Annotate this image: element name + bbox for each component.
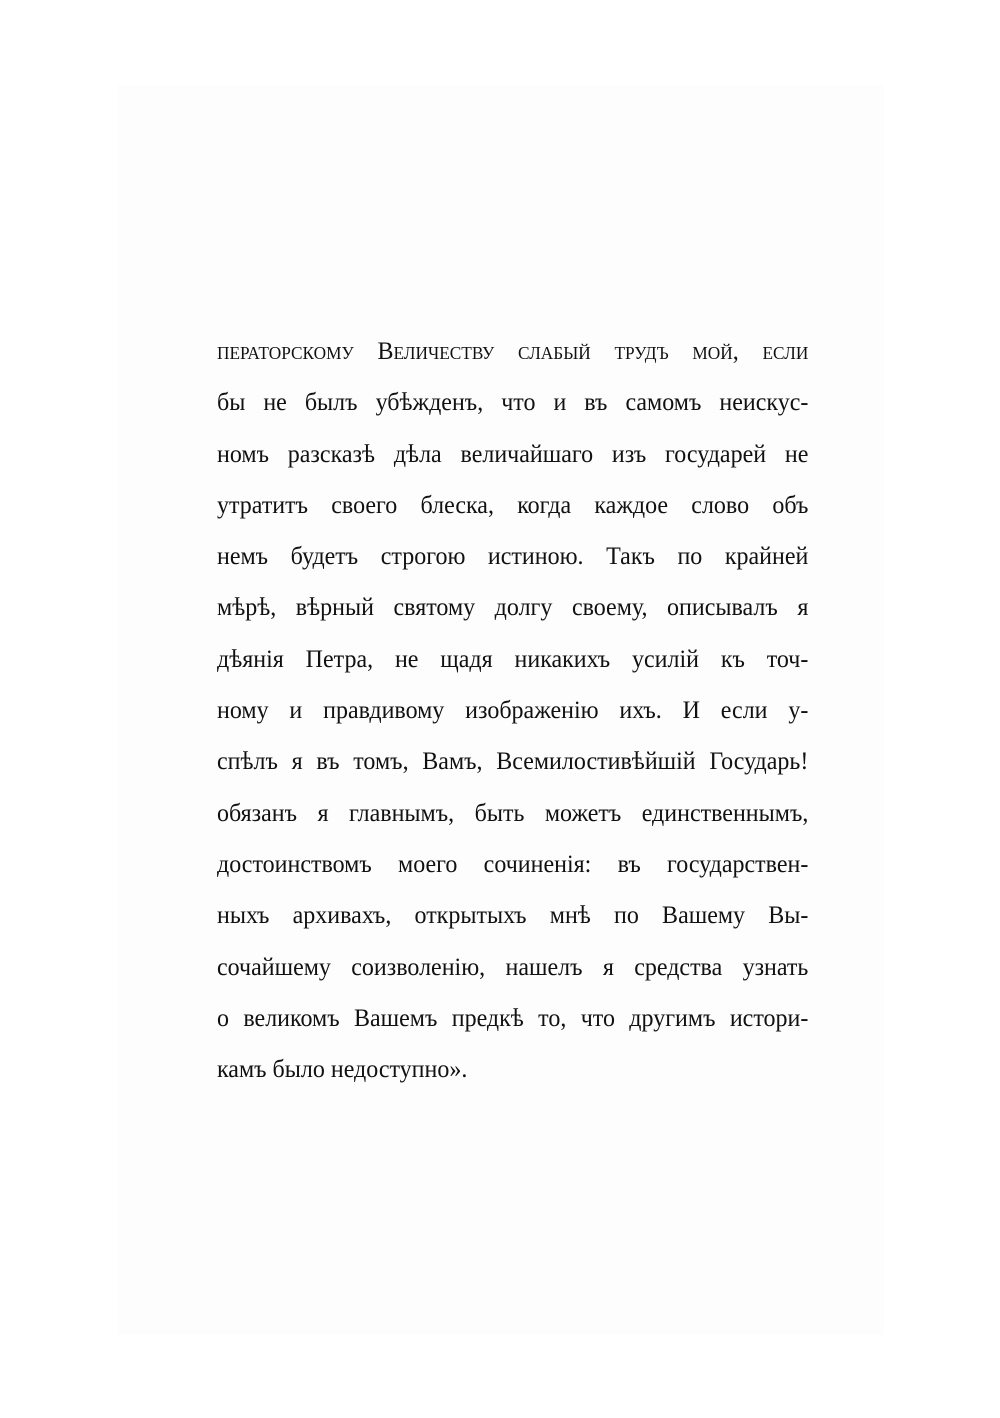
text-line: дѣянія Петра, не щадя никакихъ усилій къ точ- [217,645,809,673]
text-line: достоинствомъ моего сочиненія: въ государствен- [217,850,809,878]
text-line: о великомъ Вашемъ предкѣ то, что другимъ истори- [217,1004,809,1032]
text-line: утратитъ своего блеска, когда каждое слово объ [217,491,809,519]
body-text [217,332,833,1101]
text-line: сочайшему соизволенію, нашелъ я средства узнать [217,953,809,981]
text-line: ператорскому Величеству слабый трудъ мой, если [217,338,809,365]
text-line: бы не былъ убѣжденъ, что и въ самомъ неискус- [217,389,809,417]
text-line: обязанъ я главнымъ, быть можетъ единственнымъ, [217,799,809,827]
text-line: немъ будетъ строгою истиною. Такъ по крайней [217,543,809,571]
text-line: спѣлъ я въ томъ, Вамъ, Всемилостивѣйшій Государь! [217,748,809,776]
text-line: ныхъ архивахъ, открытыхъ мнѣ по Вашему Вы- [217,902,809,930]
text-line: номъ разсказѣ дѣла величайшаго изъ государей не [217,440,809,468]
text-line: мѣрѣ, вѣрный святому долгу своему, описывалъ я [217,594,809,622]
text-line: ному и правдивому изображенію ихъ. И если у- [217,697,809,725]
text-line: камъ было недоступно». [217,1056,468,1084]
